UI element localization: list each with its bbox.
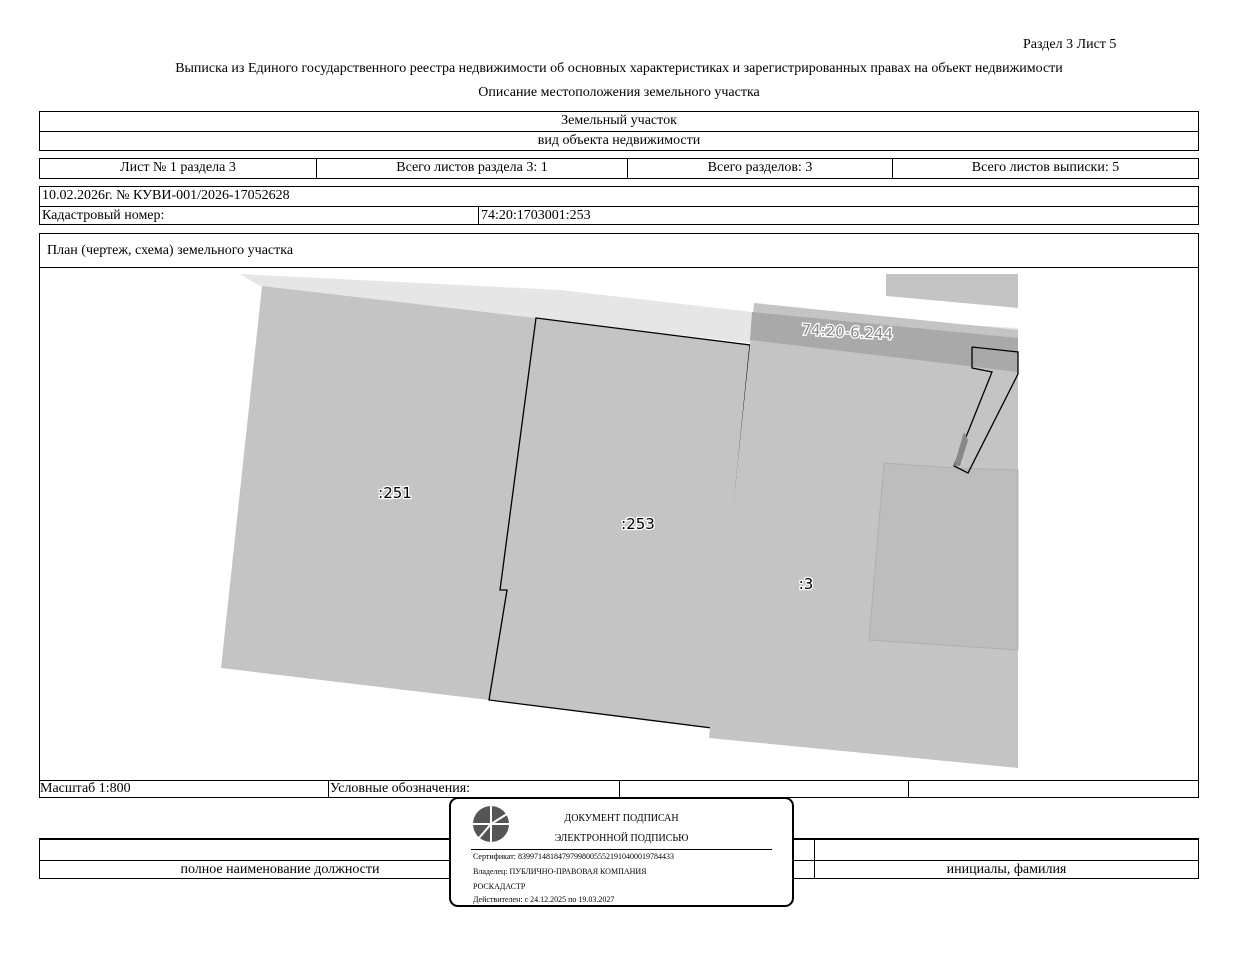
signature-stamp — [449, 797, 794, 907]
record-date-number: 10.02.2026г. № КУВИ-001/2026-17052628 — [42, 188, 290, 203]
stamp-certificate: Сертификат: 839971481847979980055521910400019784433 — [473, 852, 674, 861]
label-parcel-251: :251 — [378, 484, 412, 502]
stamp-owner: Владелец: ПУБЛИЧНО-ПРАВОВАЯ КОМПАНИЯ — [473, 867, 647, 876]
signature-line-left — [39, 838, 449, 839]
total-section-sheets: Всего листов раздела 3: 1 — [396, 160, 548, 175]
stamp-line2: ЭЛЕКТРОННОЙ ПОДПИСЬЮ — [554, 833, 689, 844]
object-type: Земельный участок — [561, 113, 677, 128]
scale-label: Масштаб 1:800 — [40, 781, 131, 796]
object-type-caption: вид объекта недвижимости — [537, 133, 701, 148]
total-extract-sheets: Всего листов выписки: 5 — [971, 160, 1120, 175]
cadastral-number: 74:20:1703001:253 — [481, 208, 591, 223]
legend-label: Условные обозначения: — [330, 781, 471, 796]
label-zone: 74:20-6.244 — [801, 320, 894, 344]
position-caption: полное наименование должности — [180, 862, 380, 877]
parcel-253 — [489, 318, 750, 728]
label-parcel-3: :3 — [798, 575, 814, 593]
parcel-3-inner — [869, 463, 1018, 650]
total-sections: Всего разделов: 3 — [707, 160, 813, 175]
stamp-line1: ДОКУМЕНТ ПОДПИСАН — [564, 813, 679, 824]
sheet-number: Лист № 1 раздела 3 — [120, 160, 236, 175]
stamp-owner2: РОСКАДАСТР — [473, 882, 526, 891]
section-sheet-label: Раздел 3 Лист 5 — [1023, 37, 1117, 52]
name-caption: инициалы, фамилия — [946, 862, 1067, 877]
signature-line-right — [760, 838, 1199, 839]
label-parcel-253: :253 — [621, 515, 655, 533]
cadastral-label: Кадастровый номер: — [42, 208, 165, 223]
stamp-valid: Действителен: с 24.12.2025 по 19.03.2027 — [473, 895, 615, 904]
parcel-corner-top — [886, 274, 1018, 308]
document-title: Выписка из Единого государственного реестра недвижимости об основных характеристиках и зарегистрированных правах на объект недвижимости — [175, 61, 1063, 76]
document-subtitle: Описание местоположения земельного участка — [478, 85, 760, 100]
plan-title: План (чертеж, схема) земельного участка — [47, 243, 294, 258]
